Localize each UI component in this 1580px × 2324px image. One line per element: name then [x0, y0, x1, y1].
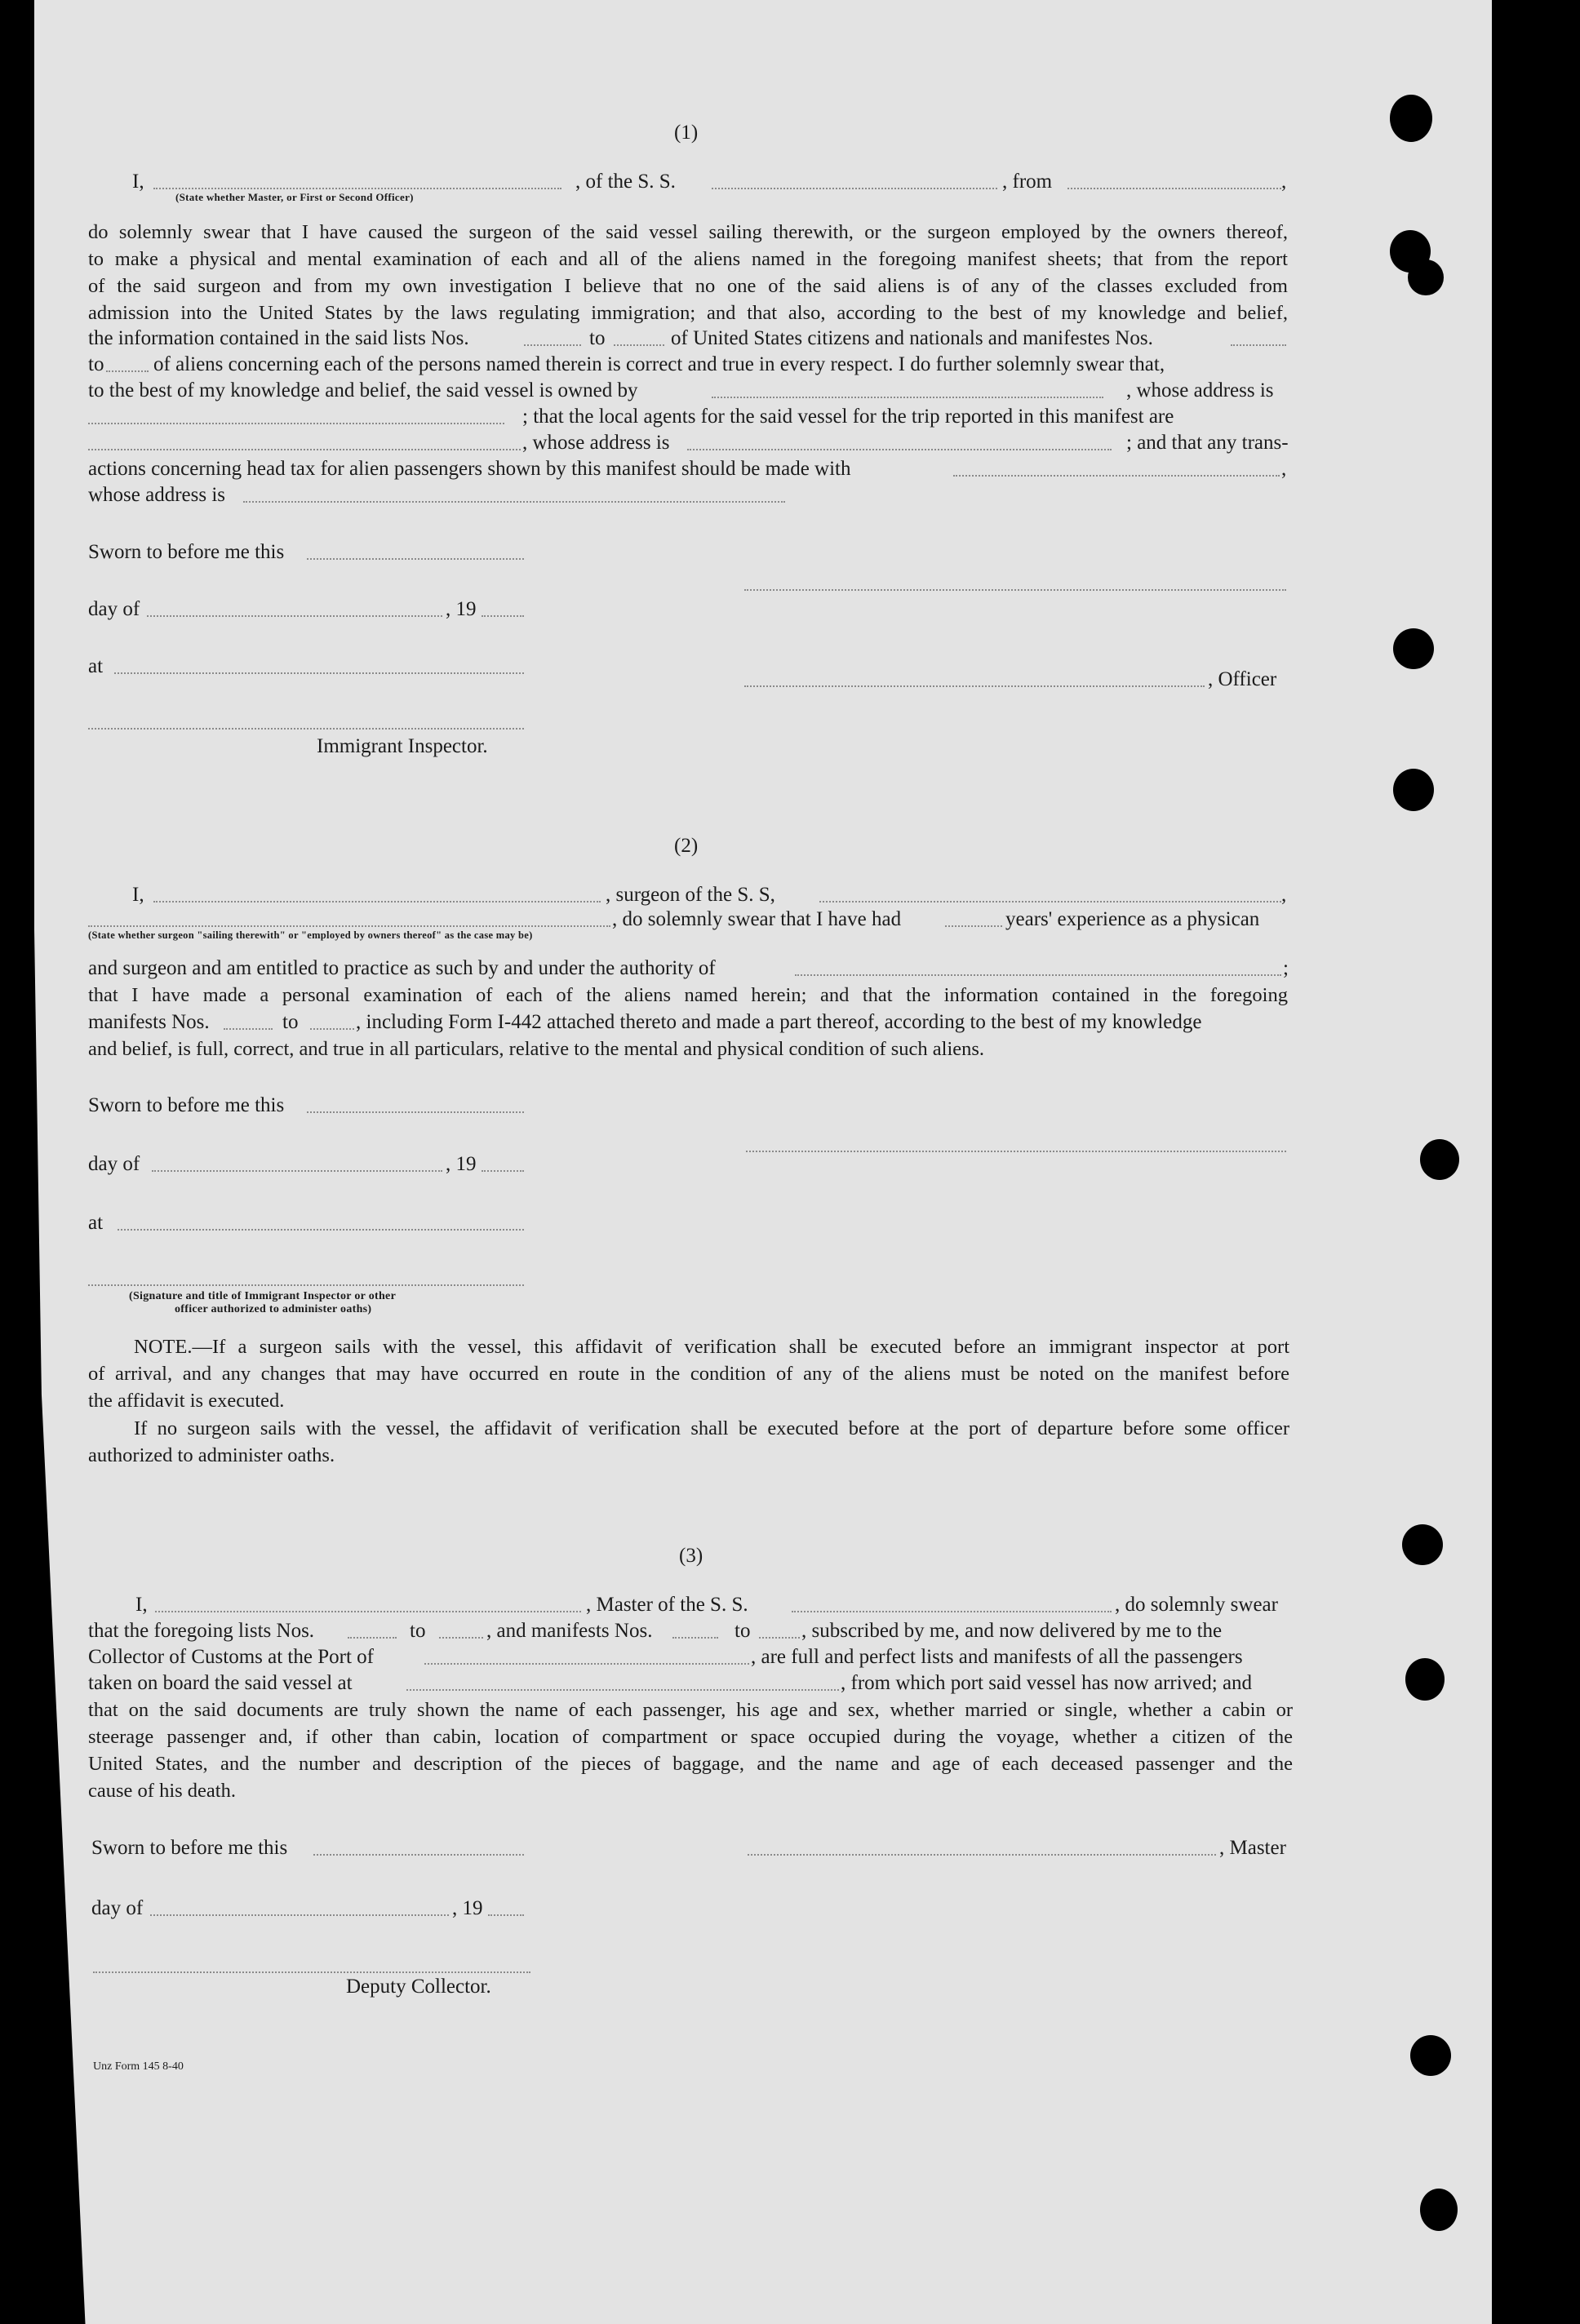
s3-manifests-to-field[interactable]: [759, 1637, 800, 1639]
paragraph-line: that on the said documents are truly shown the name of each passenger, his age and sex, whether married or single, whether a cabin or: [88, 1699, 1293, 1721]
s3-subscribed-text: , subscribed by me, and now delivered by me to the: [801, 1620, 1223, 1642]
s3-month-field[interactable]: [150, 1914, 449, 1916]
s3-swear-label: , do solemnly swear: [1115, 1594, 1278, 1616]
head-tax-address-field[interactable]: [243, 501, 785, 503]
paragraph-line: cause of his death.: [88, 1780, 236, 1802]
agents-address-label: , whose address is: [522, 432, 670, 454]
paragraph-line: to make a physical and mental examination of each and all of the aliens named in the foregoing manifest sheets; that from the report: [88, 248, 1288, 270]
section-2-line-3: [88, 982, 1288, 1009]
actions-text: actions concerning head tax for alien passengers shown by this manifest should be made with: [88, 458, 851, 480]
day-of-label: day of: [88, 598, 140, 620]
master-label: , Master: [1219, 1837, 1286, 1859]
note-line: NOTE.—If a surgeon sails with the vessel, this affidavit of verification shall be executed before an immigrant inspector at port: [134, 1336, 1289, 1358]
authority-end: ;: [1283, 957, 1289, 979]
deputy-signature-line[interactable]: [93, 1971, 530, 1973]
s3-manifests-label: , and manifests Nos.: [486, 1620, 653, 1642]
punch-hole: [1393, 628, 1434, 669]
paragraph-line: United States, and the number and description of the pieces of baggage, and the name and age of each deceased passenger and the: [88, 1753, 1293, 1775]
info-text-b: of United States citizens and nationals and manifestes Nos.: [671, 327, 1153, 349]
agents-field[interactable]: [88, 449, 521, 450]
officer-label: , Officer: [1208, 668, 1277, 690]
vessel-name-field[interactable]: [712, 188, 997, 189]
manifests-to: to: [282, 1011, 299, 1033]
section2-i: I,: [132, 884, 144, 906]
sworn-date-field[interactable]: [307, 558, 524, 560]
inspector-signature-line[interactable]: [88, 728, 524, 730]
note-line: the affidavit is executed.: [88, 1390, 285, 1412]
s2-year-field[interactable]: [482, 1170, 524, 1172]
swear-text: , do solemnly swear that I have had: [612, 908, 902, 930]
owner-address-field[interactable]: [88, 423, 504, 424]
paragraph-line: do solemnly swear that I have caused the surgeon of the said vessel sailing therewith, or the surgeon employed by the owners thereof,: [88, 221, 1288, 243]
manifests-to-field[interactable]: [106, 370, 149, 372]
s2-sworn-date-field[interactable]: [307, 1111, 524, 1113]
punch-hole: [1420, 2189, 1458, 2231]
at-place-field[interactable]: [114, 672, 524, 674]
surgeon-note: (State whether surgeon "sailing therewith" or "employed by owners thereof" as the case may be): [88, 929, 533, 941]
s3-lists-text: , are full and perfect lists and manifests of all the passengers: [751, 1646, 1243, 1668]
s2-inspector-signature-line[interactable]: [88, 1284, 524, 1286]
year-field[interactable]: [482, 615, 524, 617]
s3-day-of-label: day of: [91, 1897, 144, 1919]
s3-taken-label: taken on board the said vessel at: [88, 1672, 353, 1694]
punch-hole: [1405, 1658, 1445, 1701]
s3-sworn-label: Sworn to before me this: [91, 1837, 288, 1859]
section-1-heading: (1): [674, 122, 699, 144]
immigrant-inspector-label: Immigrant Inspector.: [317, 735, 488, 757]
s2-year-label: , 19: [446, 1153, 477, 1175]
lists-from-field[interactable]: [524, 344, 581, 346]
paragraph-line: of the said surgeon and from my own investigation I believe that no one of the said aliens is of any of the classes excluded from: [88, 275, 1288, 297]
section-1-paragraph: [88, 219, 1288, 326]
s2-manifests-to-field[interactable]: [310, 1028, 354, 1030]
info-to: to: [589, 327, 606, 349]
section3-i: I,: [135, 1594, 148, 1616]
years-experience-field[interactable]: [945, 925, 1002, 927]
surgeon-vessel-field[interactable]: [819, 901, 1281, 903]
section-3-paragraph: [88, 1696, 1293, 1804]
paragraph-line: admission into the United States by the laws regulating immigration; and that also, according to the best of my knowledge and belief,: [88, 302, 1288, 324]
officer-name-field[interactable]: [153, 188, 561, 189]
paragraph-line: and belief, is full, correct, and true in all particulars, relative to the mental and physical condition of such aliens.: [88, 1038, 985, 1060]
surgeon-name-field[interactable]: [153, 901, 601, 903]
s3-lists-to: to: [410, 1620, 426, 1642]
section-3-heading: (3): [679, 1545, 703, 1567]
month-field[interactable]: [147, 615, 442, 617]
agents-text: ; that the local agents for the said vessel for the trip reported in this manifest are: [522, 406, 1174, 428]
s3-lists-to-field[interactable]: [439, 1637, 483, 1639]
s3-port-field[interactable]: [424, 1663, 749, 1665]
sworn-label: Sworn to before me this: [88, 541, 285, 563]
line1-of: , of the S. S.: [575, 171, 676, 193]
s3-manifests-from-field[interactable]: [672, 1637, 718, 1639]
s2-month-field[interactable]: [152, 1170, 442, 1172]
info-text-a: the information contained in the said lists Nos.: [88, 327, 469, 349]
section2-end-comma: ,: [1281, 884, 1287, 906]
officer-signature-line[interactable]: [744, 589, 1286, 591]
surgeon-of-label: , surgeon of the S. S,: [606, 884, 775, 906]
no-surgeon-paragraph: [88, 1415, 1289, 1469]
lists-to-field[interactable]: [614, 344, 664, 346]
s2-at-label: at: [88, 1212, 104, 1234]
authority-field[interactable]: [795, 974, 1281, 976]
paragraph-line: steerage passenger and, if other than cabin, location of compartment or space occupied during the voyage, whether a citizen of the: [88, 1726, 1293, 1748]
master-signature-line[interactable]: [748, 1854, 1216, 1856]
line1-i: I,: [132, 171, 144, 193]
authority-text: and surgeon and am entitled to practice as such by and under the authority of: [88, 957, 716, 979]
surgeon-signature-line[interactable]: [746, 1151, 1286, 1152]
s3-year-label: , 19: [452, 1897, 483, 1919]
manifests-label: manifests Nos.: [88, 1011, 210, 1033]
s3-collector-label: Collector of Customs at the Port of: [88, 1646, 374, 1668]
actions-end: ,: [1281, 458, 1287, 480]
agents-address-field[interactable]: [687, 449, 1112, 450]
s3-manifests-to: to: [735, 1620, 751, 1642]
master-of-label: , Master of the S. S.: [586, 1594, 748, 1616]
punch-hole: [1390, 95, 1432, 142]
punch-hole: [1393, 769, 1434, 811]
at-label: at: [88, 655, 104, 677]
s2-at-place-field[interactable]: [118, 1229, 524, 1231]
s3-year-field[interactable]: [488, 1914, 524, 1916]
note-line: authorized to administer oaths.: [88, 1444, 335, 1466]
year-label: , 19: [446, 598, 477, 620]
officer-title-field[interactable]: [744, 685, 1205, 687]
owned-by-text: to the best of my knowledge and belief, the said vessel is owned by: [88, 379, 638, 401]
owner-field[interactable]: [712, 397, 1103, 398]
s3-arrived-text: , from which port said vessel has now arrived; and: [841, 1672, 1253, 1694]
signature-note-1: (Signature and title of Immigrant Inspector or other: [129, 1290, 397, 1302]
s2-manifests-from-field[interactable]: [224, 1028, 273, 1030]
manifests-text-b: , including Form I-442 attached thereto and made a part thereof, according to the best of my knowledge: [356, 1011, 1202, 1033]
from-port-field[interactable]: [1067, 188, 1281, 189]
deputy-collector-label: Deputy Collector.: [346, 1976, 491, 1998]
note-line: If no surgeon sails with the vessel, the affidavit of verification shall be executed before at the port of departure before some officer: [134, 1417, 1289, 1439]
s3-sworn-date-field[interactable]: [313, 1854, 524, 1856]
form-number: Unz Form 145 8-40: [93, 2060, 184, 2073]
s2-day-of-label: day of: [88, 1153, 140, 1175]
paragraph-line: that I have made a personal examination of each of the aliens named herein; and that the information contained in the foregoing: [88, 984, 1288, 1006]
surgeon-status-field[interactable]: [88, 925, 610, 927]
whose-address-label: whose address is: [88, 484, 226, 506]
years-label: years' experience as a physican: [1005, 908, 1260, 930]
officer-note: (State whether Master, or First or Second Officer): [175, 191, 414, 203]
s2-sworn-label: Sworn to before me this: [88, 1094, 285, 1116]
note-line: of arrival, and any changes that may have occurred en route in the condition of any of the aliens must be noted on the manifest before: [88, 1363, 1289, 1385]
owner-address-label: , whose address is: [1126, 379, 1274, 401]
s3-lists-from-field[interactable]: [348, 1637, 397, 1639]
punch-hole: [1420, 1139, 1459, 1180]
manifests-from-field[interactable]: [1231, 344, 1286, 346]
section-2-heading: (2): [674, 835, 699, 857]
line1-end: ,: [1281, 171, 1287, 193]
s3-lists-label: that the foregoing lists Nos.: [88, 1620, 315, 1642]
agents-end: ; and that any trans-: [1126, 432, 1289, 454]
line-b: of aliens concerning each of the persons named therein is correct and true in every respect. I do further solemnly swear that,: [153, 353, 1165, 375]
line-to: to: [88, 353, 104, 375]
section-2-line-5: [88, 1036, 984, 1062]
punch-hole: [1402, 1524, 1443, 1565]
punch-hole: [1410, 2035, 1451, 2076]
line1-from: , from: [1002, 171, 1053, 193]
note-paragraph: [88, 1333, 1289, 1414]
signature-note-2: officer authorized to administer oaths): [175, 1303, 372, 1315]
s3-vessel-field[interactable]: [792, 1611, 1112, 1612]
head-tax-field[interactable]: [953, 475, 1280, 477]
master-name-field[interactable]: [155, 1611, 581, 1612]
punch-hole: [1408, 259, 1444, 295]
s3-taken-port-field[interactable]: [406, 1689, 839, 1691]
